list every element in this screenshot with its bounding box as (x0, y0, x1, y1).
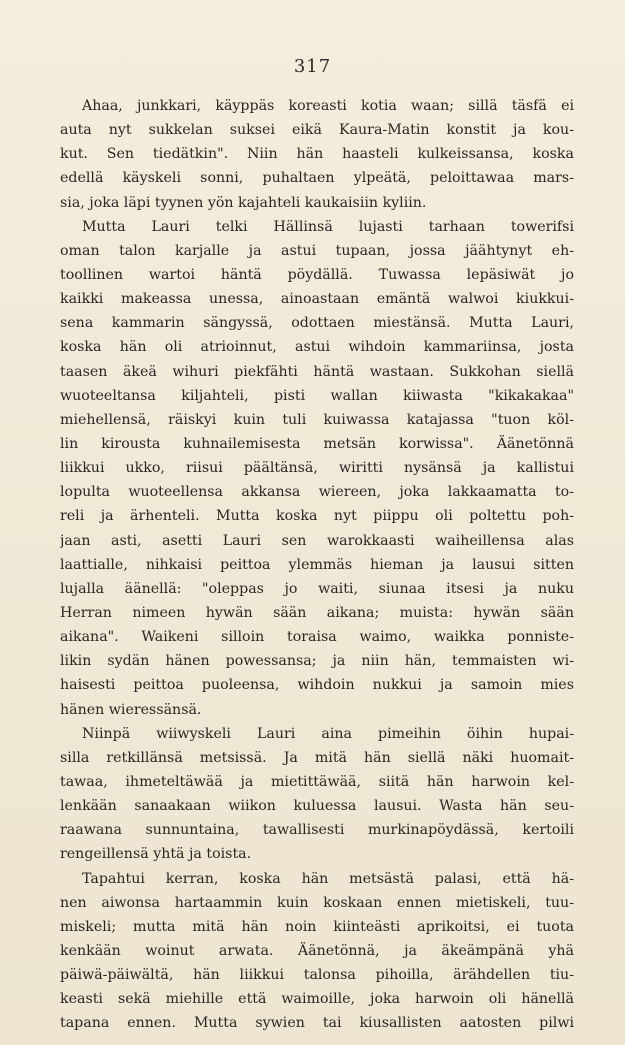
body-text (60, 94, 574, 1035)
text-line: hänen wieressänsä. (60, 701, 202, 718)
text-line: kaikki makeassa unessa, ainoastaan emäntä walwoi kiukkui- (60, 291, 574, 308)
text-line: laattialle, nihkaisi peittoa ylemmäs hieman ja lausui sitten (60, 556, 574, 573)
text-line: päiwä-päiwältä, hän liikkui talonsa pihoilla, ärähdellen tiu- (60, 967, 574, 984)
text-line: edellä käyskeli sonni, puhaltaen ylpeätä, peloittawaa mars- (60, 170, 574, 187)
text-line: sia, joka läpi tyynen yön kajahteli kaukaisiin kyliin. (60, 194, 427, 211)
text-line: tawaa, ihmeteltäwää ja mietittäwää, siitä hän harwoin kel- (60, 773, 574, 790)
text-line: kenkään woinut arwata. Äänetönnä, ja äkeämpänä yhä (60, 942, 574, 959)
text-line: wuoteeltansa kiljahteli, pisti wallan kiiwasta "kikakakaa" (60, 387, 574, 404)
text-line: auta nyt sukkelan suksei eikä Kaura-Matin konstit ja kou- (60, 122, 574, 139)
text-line: Tapahtui kerran, koska hän metsästä palasi, että hä- (82, 870, 574, 887)
text-line: raawana sunnuntaina, tawallisesti murkinapöydässä, kertoili (60, 822, 574, 839)
text-line: lenkään sanaakaan wiikon kuluessa lausui. Wasta hän seu- (60, 798, 574, 815)
text-line: nen aiwonsa hartaammin kuin koskaan ennen mietiskeli, tuu- (60, 894, 574, 911)
text-line: Mutta Lauri telki Hällinsä lujasti tarhaan towerifsi (82, 218, 574, 235)
text-line: tapana ennen. Mutta sywien tai kiusallisten aatosten pilwi (60, 1015, 574, 1032)
text-line: lujalla äänellä: "oleppas jo waiti, siunaa itsesi ja nuku (60, 580, 574, 597)
text-line: liikkui ukko, riisui päältänsä, wiritti nysänsä ja kallistui (60, 460, 574, 477)
page-number: 317 (293, 56, 332, 77)
text-line: kut. Sen tiedätkin". Niin hän haasteli kulkeissansa, koska (60, 146, 574, 163)
text-line: Ahaa, junkkari, käyppäs koreasti kotia waan; sillä täsfä ei (82, 98, 574, 114)
text-line: silla retkillänsä metsissä. Ja mitä hän siellä näki huomait- (60, 749, 574, 766)
text-line: Herran nimeen hywän sään aikana; muista: hywän sään (60, 604, 574, 621)
text-line: miskeli; mutta mitä hän noin kiinteästi aprikoitsi, ei tuota (60, 918, 574, 935)
text-line: jaan asti, asetti Lauri sen warokkaasti waiheillensa alas (60, 532, 574, 549)
text-line: keasti sekä miehille että waimoille, joka harwoin oli hänellä (60, 991, 574, 1008)
text-line: toollinen wartoi häntä pöydällä. Tuwassa lepäsiwät jo (60, 266, 574, 283)
text-line: aikana". Waikeni silloin toraisa waimo, waikka ponniste- (60, 629, 574, 646)
text-line: Niinpä wiiwyskeli Lauri aina pimeihin öihin hupai- (82, 725, 574, 742)
text-line: haisesti peittoa puoleensa, wihdoin nukkui ja samoin mies (60, 677, 574, 694)
text-line: lopulta wuoteellensa akkansa wiereen, joka lakkaamatta to- (60, 484, 574, 501)
text-line: taasen äkeä wihuri piekfähti häntä wastaan. Sukkohan siellä (60, 363, 574, 380)
text-line: miehellensä, räiskyi kuin tuli kuiwassa katajassa "tuon köl- (60, 411, 574, 428)
text-line: sena kammarin sängyssä, odottaen miestänsä. Mutta Lauri, (60, 315, 574, 332)
text-line: likin sydän hänen powessansa; ja niin hän, temmaisten wi- (60, 653, 574, 670)
text-line: lin kiroustа kuhnailemisesta metsän korwissa". Äänetönnä (60, 435, 574, 452)
text-line: rengeillensä yhtä ja toista. (60, 846, 252, 863)
text-line: koska hän oli atrioinnut, astui wihdoin kammariinsa, josta (60, 339, 574, 356)
text-line: oman talon karjalle ja astui tupaan, jossa jäähtynyt eh- (60, 242, 574, 259)
text-line: reli ja ärhenteli. Mutta koska nyt piippu oli poltettu poh- (60, 508, 574, 525)
